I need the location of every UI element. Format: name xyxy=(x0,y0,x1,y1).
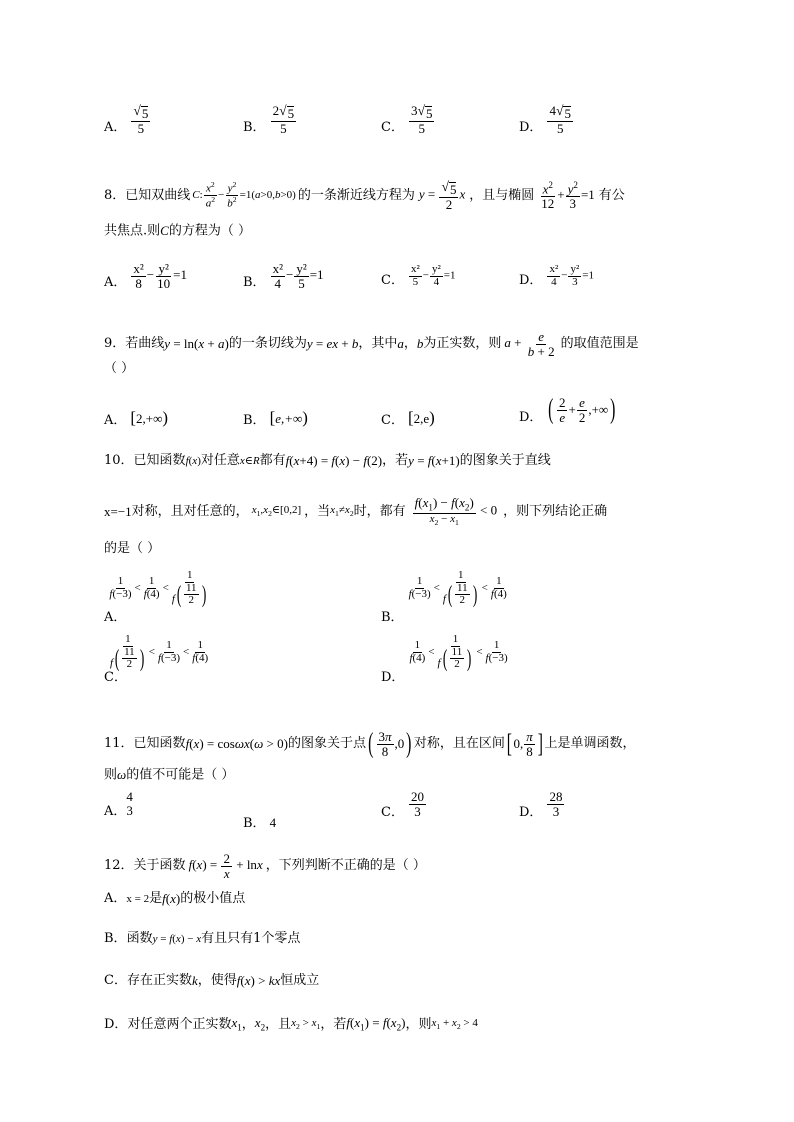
option-interval: ( $\frac{2}{e}$ + $\frac{e}{2}$ , +∞ ) xyxy=(548,394,616,425)
monotonic-condition: $\frac{f(x_1) - f(x_2)}{x_2 - x_1}$ < 0 xyxy=(414,495,498,528)
interval-condition: $x_1,x_2\in[0,2]$ xyxy=(251,503,302,518)
stem-text: 对任意 xyxy=(200,453,240,468)
option-text: 恒成立 xyxy=(280,973,320,988)
curve-equation: y = ln(x + a) xyxy=(164,336,229,352)
monotonic-interval: [ 0, $\frac{\pi}{8}$ ] xyxy=(506,729,543,759)
stem-text: ，下列判断不正确的是（ ） xyxy=(265,858,426,874)
option-fraction: 4 3 xyxy=(126,789,133,818)
option-value: 4 xyxy=(269,815,277,830)
option-label: C． xyxy=(381,120,404,136)
option-inequality: $\frac{1}{f(-3)}$ < 1 f ( $\frac{11}{2}$ ) < $\frac{1}{f(4)}$ xyxy=(408,569,507,608)
option-inequality: 1 f ( $\frac{11}{2}$ ) < $\frac{1}{f(-3)}$ < $\frac{1}{f(4)}$ xyxy=(109,633,209,672)
q12-option-d[interactable] xyxy=(104,1014,478,1037)
inequality-condition: $x_1\ne x_2$ xyxy=(330,503,354,518)
question-number: 10． xyxy=(104,453,134,468)
option-fraction: 3 √ 5 5 xyxy=(410,103,433,136)
option-interval: [2,e) xyxy=(407,408,435,427)
q7-option-b[interactable] xyxy=(243,104,297,135)
option-label: A． xyxy=(104,412,127,428)
option-text: ，使得 xyxy=(197,973,237,988)
option-fraction: √ 5 5 xyxy=(133,103,149,136)
q8-option-c[interactable] xyxy=(381,264,456,288)
option-text: 函数 xyxy=(126,931,153,946)
option-math: $x_1 + x_2 > 4$ xyxy=(431,1017,478,1032)
stem-text: 的方程为（ ） xyxy=(168,223,251,239)
q9-stem xyxy=(104,330,639,358)
option-text: ， xyxy=(241,1017,255,1033)
option-inequality: $\frac{1}{f(4)}$ < 1 f ( $\frac{11}{2}$ ) < $\frac{1}{f(-3)}$ xyxy=(409,633,508,672)
q11-option-b[interactable] xyxy=(243,812,276,831)
question-number: 11． xyxy=(104,736,134,752)
ellipse-equation: $\frac{x^2}{12}$ + $\frac{y^2}{3}$ =1 xyxy=(541,179,595,211)
option-fraction: $\frac{28}{3}$ xyxy=(549,789,563,819)
stem-text: ，则下列结论正确 xyxy=(503,503,608,519)
option-text: 的极小值点 xyxy=(180,891,246,906)
question-number: 8． xyxy=(104,187,126,203)
option-formula: $\frac{\text{x²}}{8}$ − $\frac{\text{y²}}{10}$ =1 xyxy=(133,261,187,291)
function-fx: f(x) xyxy=(185,455,201,467)
hyperbola-equation: C: $\frac{x^2}{a^2}$ − $\frac{y^2}{b^2}$ =1(a>0,b>0) xyxy=(192,179,296,210)
stem-text: 的取值范围是 xyxy=(560,336,639,352)
var-a: a xyxy=(397,336,404,352)
symmetry-point: ( $\frac{3\pi}{8}$ ,0 ) xyxy=(368,728,412,759)
option-label: B． xyxy=(243,412,266,428)
q12-option-c[interactable] xyxy=(104,972,319,990)
stem-text: 有公 xyxy=(598,187,625,203)
option-text: ，且 xyxy=(265,1017,292,1033)
option-label: A． xyxy=(104,120,127,136)
option-label: D． xyxy=(104,1017,128,1033)
stem-text: 共焦点.则 xyxy=(104,223,161,239)
option-math: f(x) xyxy=(162,891,181,906)
option-math: x = 2 xyxy=(126,893,150,905)
option-label: B． xyxy=(243,816,266,831)
stem-text: 时，都有 xyxy=(353,503,406,519)
q7-option-d[interactable] xyxy=(519,104,574,135)
option-label: D． xyxy=(519,409,543,425)
q10-option-b[interactable] xyxy=(381,570,510,625)
symmetry-line: x=−1 xyxy=(104,503,132,519)
variable-c: C xyxy=(160,223,169,238)
option-text: 存在正实数 xyxy=(126,973,192,988)
stem-text: 已知双曲线 xyxy=(125,187,191,203)
stem-text: 已知函数 xyxy=(133,453,186,468)
option-fraction: 2 √ 5 5 xyxy=(272,103,295,136)
q8-option-d[interactable] xyxy=(519,264,594,288)
option-label: B． xyxy=(104,931,127,946)
stem-text: 对称，且对任意的， xyxy=(131,503,249,519)
q8-stem xyxy=(104,180,625,211)
option-math: $f(x_1) = f(x_2)$ xyxy=(346,1015,406,1033)
stem-text: 关于函数 xyxy=(133,858,186,874)
option-label: A． xyxy=(104,275,127,291)
q9-option-b[interactable] xyxy=(243,408,308,428)
q9-stem-line2: （ ） xyxy=(104,361,135,376)
option-fraction: 4 √ 5 5 xyxy=(549,103,571,136)
q11-option-d[interactable] xyxy=(519,790,565,820)
option-formula: $\frac{\text{x²}}{4}$ − $\frac{\text{y²}}{5}$ =1 xyxy=(272,261,324,291)
option-label: D． xyxy=(519,120,543,136)
option-label: C． xyxy=(381,273,404,289)
question-number: 9． xyxy=(104,336,126,352)
option-formula: $\frac{\text{x²}}{4}$ − $\frac{\text{y²}}{3}$ =1 xyxy=(549,263,594,288)
option-label: D． xyxy=(381,669,405,685)
option-math: $x_2 > x_1$ xyxy=(291,1017,321,1032)
option-label: C． xyxy=(104,669,127,685)
option-label: A． xyxy=(104,804,127,820)
q10-stem-line2 xyxy=(104,496,607,527)
option-text: 对任意两个正实数 xyxy=(127,1017,232,1033)
option-text: 有且只有1个零点 xyxy=(201,931,301,946)
stem-text: 的一条切线为 xyxy=(228,336,307,352)
q11-option-a[interactable] xyxy=(104,790,136,819)
var-b: b xyxy=(416,336,424,352)
option-text: 是 xyxy=(149,891,163,906)
q10-stem xyxy=(104,452,551,470)
option-inequality: $\frac{1}{f(-3)}$ < $\frac{1}{f(4)}$ < 1 f ( $\frac{11}{2}$ ) xyxy=(109,569,206,608)
option-math: y = f(x) − x xyxy=(152,933,202,945)
option-label: D． xyxy=(519,273,543,289)
q8-option-b[interactable] xyxy=(243,262,324,290)
q11-option-c[interactable] xyxy=(381,790,427,820)
asymptote-equation: y = √ 5 2 x xyxy=(418,179,466,212)
functional-equation: f(x+4) = f(x) − f(2) xyxy=(285,453,383,468)
q9-option-c[interactable] xyxy=(381,408,435,428)
option-label: C． xyxy=(381,412,404,428)
stem-text: ， xyxy=(403,336,417,352)
option-label: C． xyxy=(104,973,127,988)
option-label: B． xyxy=(243,275,266,291)
shifted-function: y = f(x+1) xyxy=(408,453,460,468)
stem-text: 的图象关于点 xyxy=(287,736,366,752)
q12-option-a[interactable] xyxy=(104,890,245,908)
cosine-function: f(x) = cosωx(ω > 0) xyxy=(185,736,288,752)
q7-option-a[interactable] xyxy=(104,104,151,135)
option-text: ，则 xyxy=(405,1017,432,1033)
option-text: ，若 xyxy=(320,1017,347,1033)
option-label: B． xyxy=(243,120,266,136)
q9-option-d[interactable] xyxy=(519,396,618,425)
option-fraction: $\frac{20}{3}$ xyxy=(410,789,424,819)
stem-text: 为正实数，则 xyxy=(423,336,502,352)
stem-text: ，其中 xyxy=(358,336,398,352)
question-number: 12． xyxy=(104,858,134,874)
stem-text: ，若 xyxy=(382,453,409,468)
stem-text: 上是单调函数， xyxy=(544,736,636,752)
stem-text: 已知函数 xyxy=(133,736,186,752)
option-interval: [e,+∞) xyxy=(269,408,308,427)
stem-text: 若曲线 xyxy=(125,336,165,352)
q11-stem-line2 xyxy=(104,766,234,785)
q11-stem xyxy=(104,730,635,759)
stem-text: 则 xyxy=(104,767,118,783)
stem-text: ，当 xyxy=(304,503,331,519)
target-expression: a + $\frac{e}{b + 2}$ xyxy=(504,329,555,359)
q10-option-c[interactable] xyxy=(104,634,211,685)
q10-option-a[interactable] xyxy=(104,570,211,625)
option-label: D． xyxy=(519,805,543,821)
q9-option-a[interactable] xyxy=(104,408,168,428)
option-math: f(x) > kx xyxy=(236,973,281,988)
option-label: A． xyxy=(104,891,127,906)
tangent-equation: y = ex + b xyxy=(306,336,359,352)
stem-text: 的值不可能是（ ） xyxy=(126,767,235,783)
option-label: C． xyxy=(381,805,404,821)
omega-symbol: ω xyxy=(117,767,127,782)
q8-option-a[interactable] xyxy=(104,262,187,290)
option-math: k xyxy=(191,973,198,988)
stem-text: ，且与椭圆 xyxy=(469,187,535,203)
stem-text: 对称，且在区间 xyxy=(413,736,505,752)
stem-text: 的图象关于直线 xyxy=(459,453,551,468)
q12-option-b[interactable] xyxy=(104,930,300,948)
stem-text: 的一条渐近线方程为 xyxy=(297,187,415,203)
option-formula: $\frac{\text{x²}}{5}$ − $\frac{\text{y²}}{4}$ =1 xyxy=(410,263,456,288)
q8-stem-line2 xyxy=(104,222,251,241)
option-label: B． xyxy=(381,609,404,625)
q12-stem xyxy=(104,852,426,880)
option-math: $x_1$ xyxy=(231,1015,242,1033)
option-math: $x_2$ xyxy=(254,1015,266,1033)
option-label: A． xyxy=(104,609,127,625)
q10-option-d[interactable] xyxy=(381,634,511,685)
function-definition: f(x) = $\frac{2}{x}$ + lnx xyxy=(188,851,263,881)
q7-option-c[interactable] xyxy=(381,104,435,135)
q10-stem-line3: 的是（ ） xyxy=(104,541,161,556)
stem-text: 都有 xyxy=(259,453,286,468)
domain-expression: x∈R xyxy=(239,455,260,467)
option-interval: [2,+∞) xyxy=(130,408,168,427)
